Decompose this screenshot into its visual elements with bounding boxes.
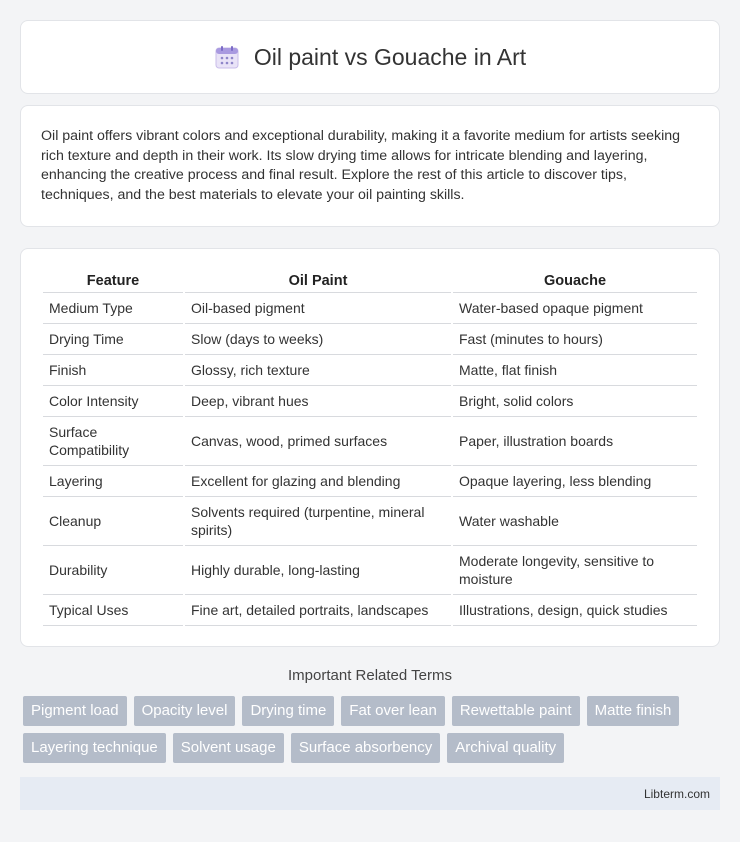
tag-pigment-load[interactable]: Pigment load xyxy=(23,696,127,726)
calendar-icon xyxy=(214,44,240,70)
table-cell: Oil-based pigment xyxy=(185,293,451,324)
comparison-table xyxy=(41,269,699,626)
table-row xyxy=(43,293,697,324)
table-row xyxy=(43,466,697,497)
footer-site-link[interactable]: Libterm.com xyxy=(643,786,710,801)
table-cell: Moderate longevity, sensitive to moisture xyxy=(453,546,697,595)
table-cell: Solvents required (turpentine, mineral spirits) xyxy=(185,497,451,546)
table-cell: Medium Type xyxy=(43,293,183,324)
table-cell: Layering xyxy=(43,466,183,497)
table-cell: Excellent for glazing and blending xyxy=(185,466,451,497)
tag-opacity-level[interactable]: Opacity level xyxy=(134,696,236,726)
header-feature: Feature xyxy=(43,269,183,293)
table-row xyxy=(43,497,697,546)
table-cell: Matte, flat finish xyxy=(453,355,697,386)
table-cell: Slow (days to weeks) xyxy=(185,324,451,355)
table-cell: Water-based opaque pigment xyxy=(453,293,697,324)
tag-archival-quality[interactable]: Archival quality xyxy=(447,733,564,763)
table-cell: Cleanup xyxy=(43,497,183,546)
intro-card xyxy=(20,105,720,227)
table-cell: Drying Time xyxy=(43,324,183,355)
related-terms-list xyxy=(20,696,720,763)
table-cell: Canvas, wood, primed surfaces xyxy=(185,417,451,466)
header-gouache: Gouache xyxy=(453,269,697,293)
tag-solvent-usage[interactable]: Solvent usage xyxy=(173,733,284,763)
table-cell: Finish xyxy=(43,355,183,386)
table-cell: Water washable xyxy=(453,497,697,546)
table-cell: Color Intensity xyxy=(43,386,183,417)
tag-rewettable-paint[interactable]: Rewettable paint xyxy=(452,696,580,726)
tag-drying-time[interactable]: Drying time xyxy=(242,696,334,726)
table-cell: Glossy, rich texture xyxy=(185,355,451,386)
table-cell: Deep, vibrant hues xyxy=(185,386,451,417)
page-title: Oil paint vs Gouache in Art xyxy=(253,43,527,70)
table-cell: Paper, illustration boards xyxy=(453,417,697,466)
table-row xyxy=(43,546,697,595)
comparison-table-card xyxy=(20,248,720,647)
tag-matte-finish[interactable]: Matte finish xyxy=(587,696,680,726)
table-row xyxy=(43,595,697,626)
table-cell: Bright, solid colors xyxy=(453,386,697,417)
tag-layering-technique[interactable]: Layering technique xyxy=(23,733,166,763)
header-oil-paint: Oil Paint xyxy=(185,269,451,293)
table-cell: Durability xyxy=(43,546,183,595)
table-cell: Fine art, detailed portraits, landscapes xyxy=(185,595,451,626)
table-cell: Highly durable, long-lasting xyxy=(185,546,451,595)
related-terms-heading: Important Related Terms xyxy=(288,667,452,684)
title-card xyxy=(20,20,720,94)
table-cell: Fast (minutes to hours) xyxy=(453,324,697,355)
table-row xyxy=(43,417,697,466)
footer xyxy=(20,777,720,810)
tag-fat-over-lean[interactable]: Fat over lean xyxy=(341,696,445,726)
tag-surface-absorbency[interactable]: Surface absorbency xyxy=(291,733,440,763)
table-row xyxy=(43,324,697,355)
intro-text: Oil paint offers vibrant colors and exceptional durability, making it a favorite medium for artists seeking rich texture and depth in their work. Its slow drying time allows for intricate blending and layering, enhancing the creative process and final result. Explore the rest of this article to discover tips, techniques, and the best materials to elevate your oil painting skills. xyxy=(41,128,680,203)
table-cell: Opaque layering, less blending xyxy=(453,466,697,497)
table-cell: Surface Compatibility xyxy=(43,417,183,466)
table-row xyxy=(43,386,697,417)
table-cell: Typical Uses xyxy=(43,595,183,626)
table-cell: Illustrations, design, quick studies xyxy=(453,595,697,626)
table-row xyxy=(43,355,697,386)
table-header-row xyxy=(43,269,697,293)
